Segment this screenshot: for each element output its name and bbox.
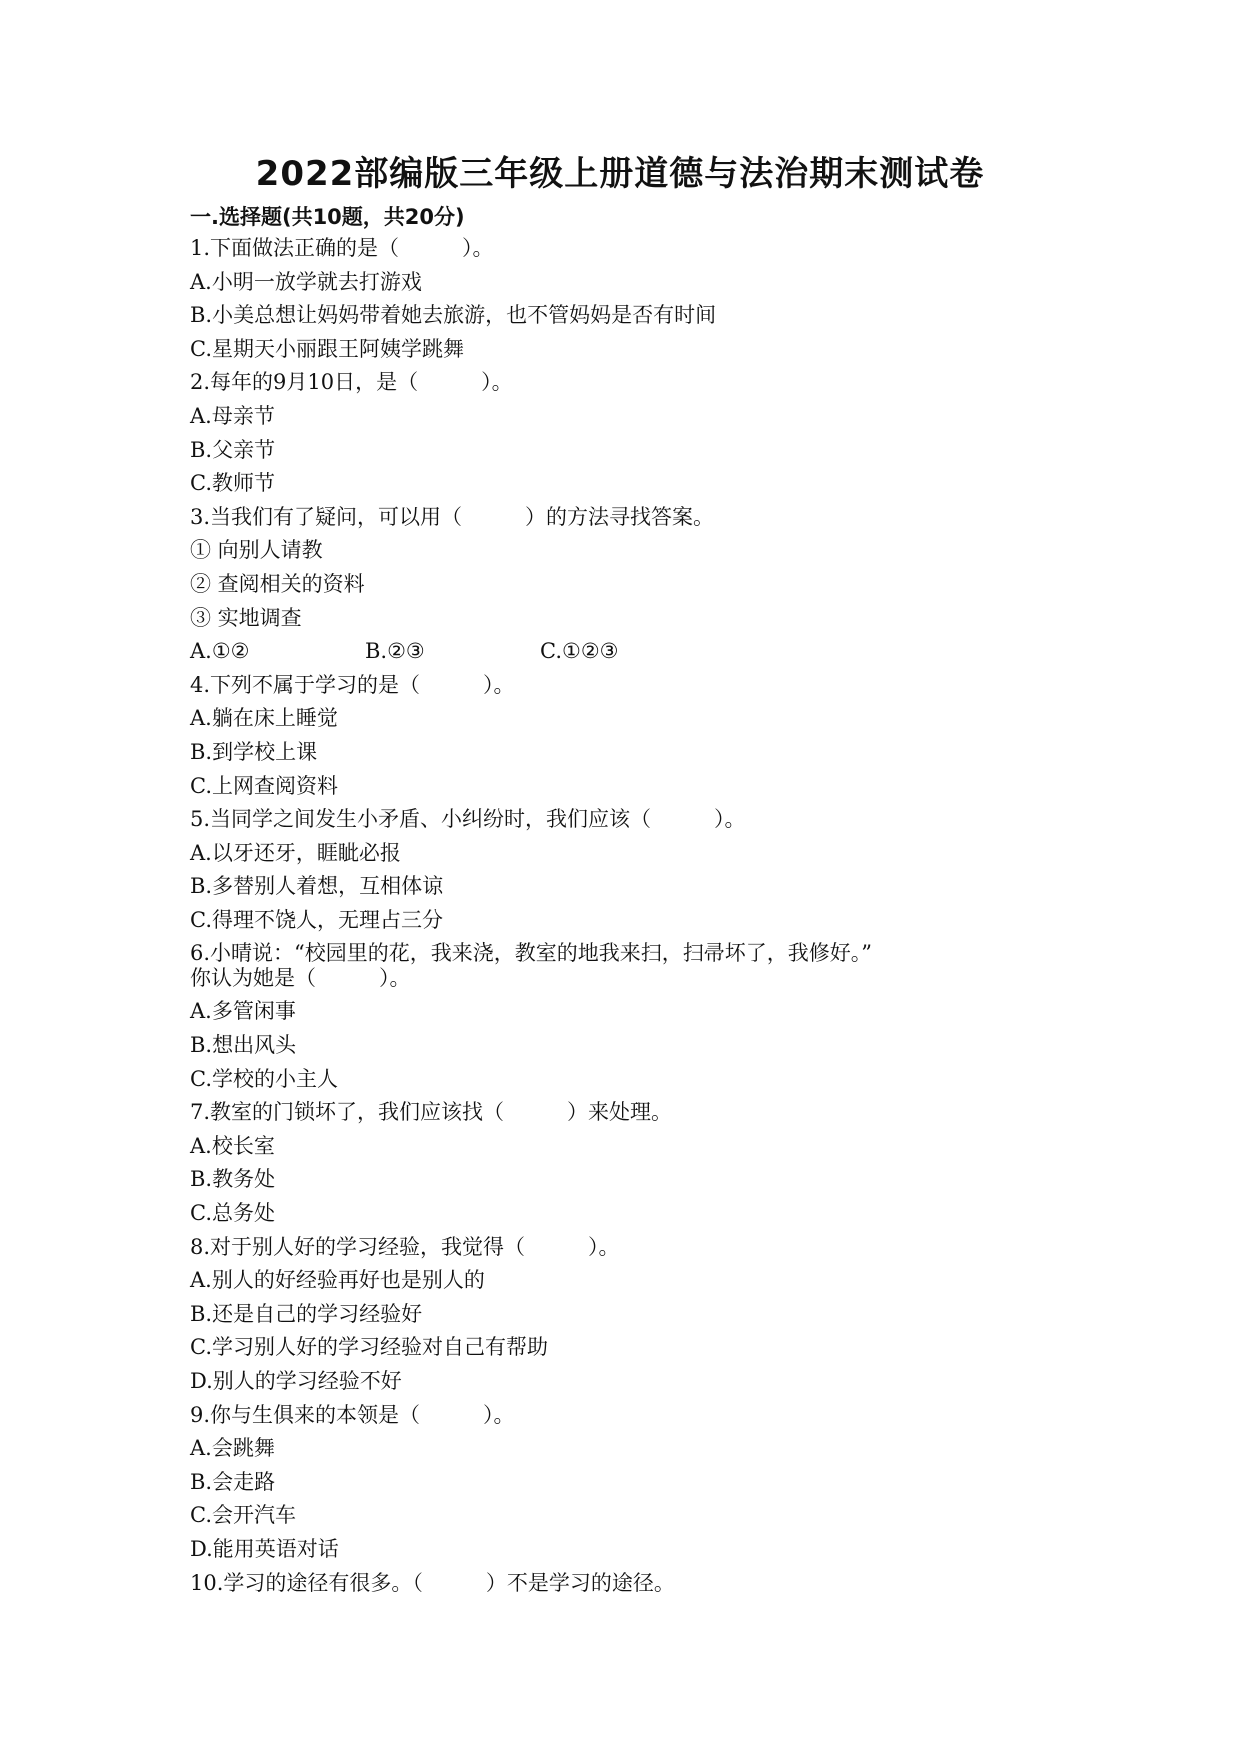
option-8a: A.别人的好经验再好也是别人的	[190, 1268, 485, 1293]
option-4a: A.躺在床上睡觉	[190, 706, 338, 731]
question-6-line-2: 你认为她是（ ）。	[190, 966, 411, 991]
question-9: 9.你与生俱来的本领是（ ）。	[190, 1402, 515, 1427]
option-1b: B.小美总想让妈妈带着她去旅游，也不管妈妈是否有时间	[190, 303, 717, 328]
page-title: 2022部编版三年级上册道德与法治期末测试卷	[255, 154, 985, 194]
option-9c: C.会开汽车	[190, 1503, 296, 1528]
question-3: 3.当我们有了疑问，可以用（ ）的方法寻找答案。	[190, 504, 715, 529]
option-5c: C.得理不饶人，无理占三分	[190, 907, 443, 932]
question-10: 10.学习的途径有很多。（ ）不是学习的途径。	[190, 1570, 675, 1595]
statement-3-3: ③ 实地调查	[190, 605, 302, 630]
option-1a: A.小明一放学就去打游戏	[190, 269, 422, 294]
option-3b: B.②③	[365, 639, 425, 664]
option-3a: A.①②	[190, 639, 250, 664]
option-4b: B.到学校上课	[190, 739, 318, 764]
section-heading: 一.选择题(共10题，共20分)	[190, 205, 465, 229]
option-6a: A.多管闲事	[190, 999, 296, 1024]
option-5b: B.多替别人着想，互相体谅	[190, 874, 444, 899]
option-6b: B.想出风头	[190, 1033, 297, 1058]
option-2c: C.教师节	[190, 471, 275, 496]
option-6c: C.学校的小主人	[190, 1066, 338, 1091]
question-5: 5.当同学之间发生小矛盾、小纠纷时，我们应该（ ）。	[190, 807, 746, 832]
option-8c: C.学习别人好的学习经验对自己有帮助	[190, 1335, 548, 1360]
statement-3-2: ② 查阅相关的资料	[190, 571, 365, 596]
option-7c: C.总务处	[190, 1201, 275, 1226]
option-2a: A.母亲节	[190, 403, 275, 428]
question-1: 1.下面做法正确的是（ ）。	[190, 236, 494, 260]
statement-3-1: ① 向别人请教	[190, 538, 323, 563]
option-8b: B.还是自己的学习经验好	[190, 1301, 423, 1326]
question-4: 4.下列不属于学习的是（ ）。	[190, 672, 515, 697]
question-6-line-1: 6.小晴说：“校园里的花，我来浇，教室的地我来扫，扫帚坏了，我修好。”	[190, 941, 873, 966]
option-1c: C.星期天小丽跟王阿姨学跳舞	[190, 336, 464, 361]
option-5a: A.以牙还牙，睚眦必报	[190, 840, 401, 865]
option-9a: A.会跳舞	[190, 1436, 275, 1461]
question-2: 2.每年的9月10日，是（ ）。	[190, 370, 513, 395]
option-9d: D.能用英语对话	[190, 1536, 339, 1561]
options-row-3	[190, 635, 1090, 669]
question-8: 8.对于别人好的学习经验，我觉得（ ）。	[190, 1234, 620, 1259]
option-3c: C.①②③	[540, 639, 619, 664]
option-7b: B.教务处	[190, 1167, 276, 1192]
option-4c: C.上网查阅资料	[190, 773, 338, 798]
option-7a: A.校长室	[190, 1133, 275, 1158]
question-list	[190, 232, 1090, 1600]
question-6	[190, 937, 1090, 995]
option-2b: B.父亲节	[190, 437, 276, 462]
question-7: 7.教室的门锁坏了，我们应该找（ ）来处理。	[190, 1100, 673, 1125]
option-8d: D.别人的学习经验不好	[190, 1369, 402, 1393]
option-9b: B.会走路	[190, 1469, 276, 1494]
